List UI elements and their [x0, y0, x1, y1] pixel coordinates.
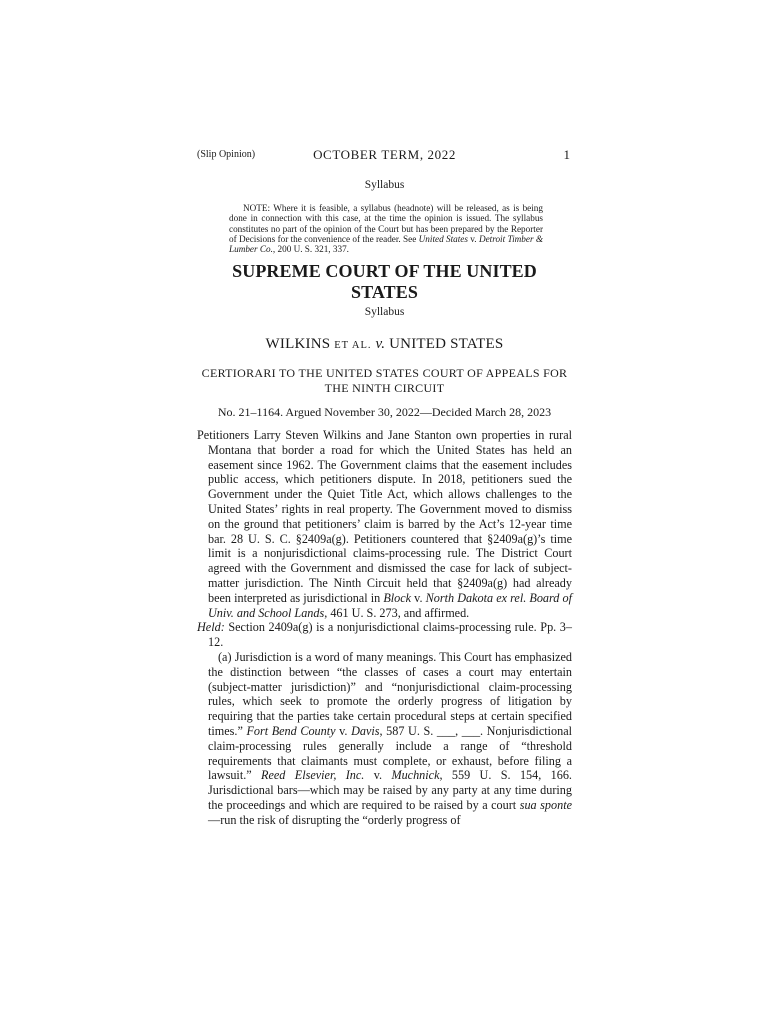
case-name-muchnick: Muchnick	[391, 768, 440, 783]
term-label: OCTOBER TERM, 2022	[313, 147, 456, 162]
caption-et-al: ET AL.	[334, 340, 372, 351]
point-a-text-3: , 559 U. S. 154, 166. Jurisdictional bars—which may be raised by any party at any time during the proceedings and which are required to be raised by a court	[208, 768, 572, 812]
note-citation-v: v.	[467, 233, 479, 244]
certiorari-line: CERTIORARI TO THE UNITED STATES COURT OF APPEALS FOR THE NINTH CIRCUIT	[201, 366, 568, 395]
docket-line: No. 21–1164. Argued November 30, 2022—Decided March 28, 2023	[217, 405, 552, 419]
court-name: SUPREME COURT OF THE UNITED STATES	[232, 261, 537, 302]
point-a-text-4: —run the risk of disrupting the “orderly progress of	[208, 812, 461, 827]
note-citation-reporter: , 200 U. S. 321, 337.	[272, 244, 349, 255]
case-name-block: Block	[383, 590, 412, 605]
note-citation-party-2: Detroit Timber & Lumber Co.	[229, 233, 544, 255]
reporter-note	[229, 203, 543, 254]
syllabus-header: Syllabus	[364, 179, 405, 191]
note-text: NOTE: Where it is feasible, a syllabus (headnote) will be released, as is being done in connection with this case, at the time the opinion is issued. The syllabus constitutes no part of the opinion of the Court but has been prepared by the Reporter of Decisions for the convenience of the reader. See	[229, 203, 543, 244]
case-name-north-dakota: North Dakota ex rel. Board of Univ. and School Lands	[208, 590, 572, 620]
caption-petitioner: WILKINS	[265, 336, 335, 352]
syllabus-body	[197, 428, 572, 828]
latin-sua-sponte: sua sponte	[519, 797, 572, 812]
held-text: Section 2409a(g) is a nonjurisdictional claims-processing rule. Pp. 3–12.	[208, 620, 572, 650]
facts-versus: v.	[411, 590, 426, 605]
facts-paragraph	[197, 428, 572, 620]
case-name-reed-elsevier: Reed Elsevier, Inc.	[261, 768, 365, 783]
held-paragraph	[197, 620, 572, 650]
point-a-text: (a) Jurisdiction is a word of many meanings. This Court has emphasized the distinction between “the classes of cases a court may entertain (subject-matter jurisdiction)” and “nonjurisdictional claim-processing rules, which seek to promote the orderly progress of litigation by requiring that the parties take certain procedural steps at certain specified times.”	[208, 649, 572, 738]
facts-text: Petitioners Larry Steven Wilkins and Jane Stanton own properties in rural Montana that border a road for which the United States has held an easement since 1962. The Government claims that the easement includes public access, which petitioners dispute. In 2018, petitioners sued the Government under the Quiet Title Act, which allows challenges to the United States’ rights in real property. The Government moved to dismiss on the ground that petitioners’ claim is barred by the Act’s 12-year time bar. 28 U. S. C. §2409a(g). Petitioners countered that §2409a(g)’s time limit is a nonjurisdictional claims-processing rule. The District Court agreed with the Government and dismissed the case for lack of subject-matter jurisdiction. The Ninth Circuit held that §2409a(g) had already been interpreted as jurisdictional in	[197, 428, 572, 605]
point-a-paragraph	[197, 650, 572, 828]
case-name-davis: Davis	[351, 723, 380, 738]
note-citation-party: United States	[418, 233, 468, 244]
point-a-text-2: , 587 U. S. ___, ___. Nonjurisdictional claim-processing rules generally include a range of “threshold requirements that claimants must complete, or exhaust, before filing a lawsuit.”	[208, 723, 572, 783]
case-name-fort-bend: Fort Bend County	[246, 723, 336, 738]
held-label: Held:	[197, 620, 225, 635]
page-number: 1	[563, 147, 570, 162]
point-a-versus: v.	[335, 723, 352, 738]
facts-citation: , 461 U. S. 273, and affirmed.	[324, 605, 470, 620]
caption-respondent: UNITED STATES	[389, 336, 504, 352]
case-caption	[197, 336, 572, 353]
slip-opinion-label: (Slip Opinion)	[197, 149, 256, 160]
syllabus-title: Syllabus	[364, 306, 405, 318]
page-header	[197, 147, 572, 163]
caption-versus: v.	[371, 336, 390, 352]
point-a-versus-2: v.	[364, 768, 392, 783]
